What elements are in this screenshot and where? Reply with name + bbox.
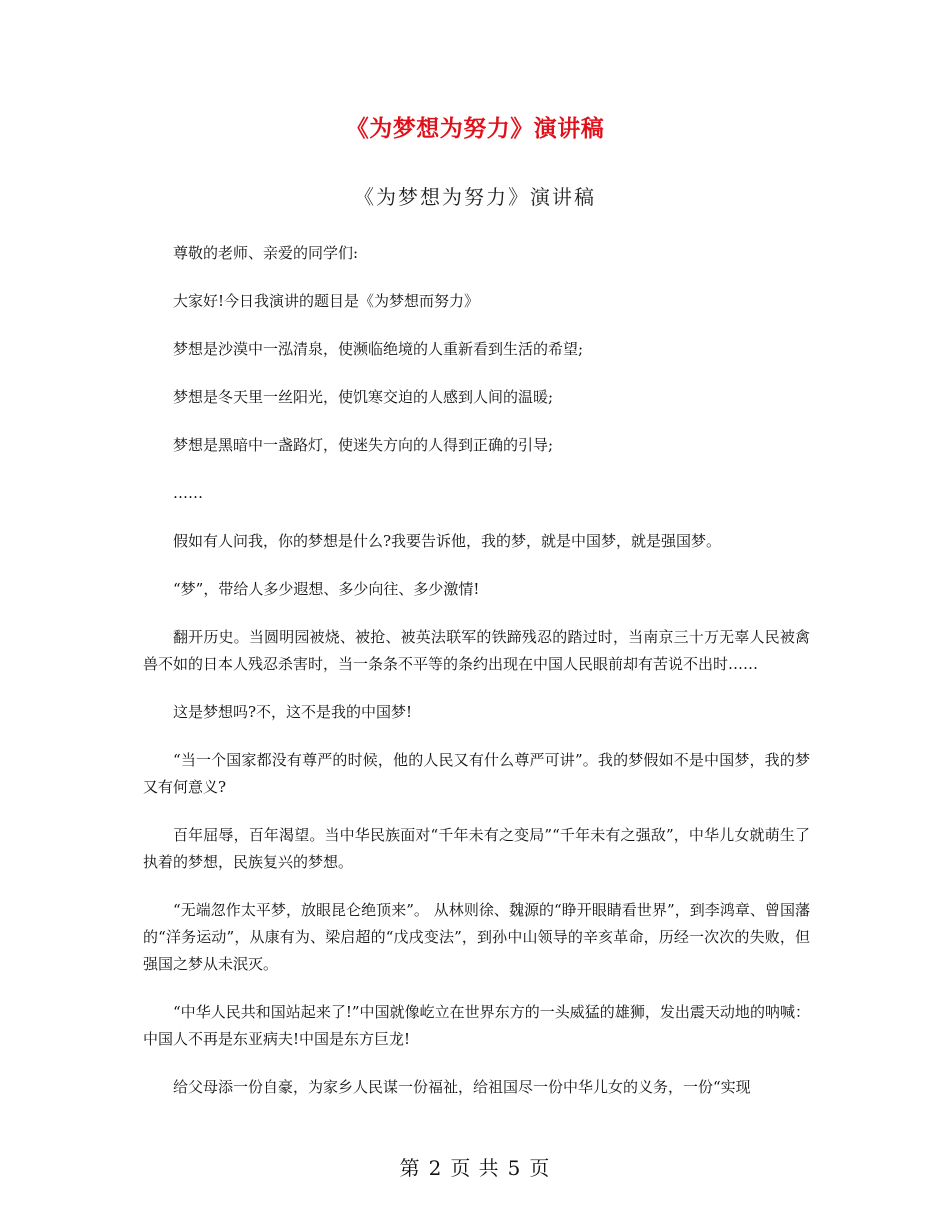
paragraph: 尊敬的老师、亲爱的同学们: — [173, 244, 359, 262]
paragraph: 大家好!今日我演讲的题目是《为梦想而努力》 — [173, 292, 480, 310]
paragraph: 假如有人问我，你的梦想是什么?我要告诉他，我的梦，就是中国梦，就是强国梦。 — [173, 532, 722, 550]
paragraph: 给父母添一份自豪，为家乡人民谋一份福祉，给祖国尽一份中华儿女的义务，一份“实现 — [173, 1078, 751, 1096]
paragraph: “无端忽作太平梦，放眼昆仑绝顶来”。 从林则徐、魏源的“睁开眼睛看世界”，到李鸿章、曾国藩的“洋务运动”，从康有为、梁启超的“戊戌变法”，到孙中山领导的辛亥革命，历经一次次的失败，但强国之梦从未泯灭。 — [143, 901, 810, 973]
paragraph: 梦想是冬天里一丝阳光，使饥寒交迫的人感到人间的温暖; — [173, 388, 554, 406]
footer-suffix: 页 — [529, 1156, 551, 1180]
paragraph: …… — [173, 484, 203, 502]
paragraph: 梦想是黑暗中一盏路灯，使迷失方向的人得到正确的引导; — [173, 436, 554, 454]
paragraph: “当一个国家都没有尊严的时候，他的人民又有什么尊严可讲”。我的梦假如不是中国梦，我的梦又有何意义? — [143, 751, 810, 796]
paragraph: “梦”，带给人多少遐想、多少向往、多少激情! — [173, 580, 480, 598]
paragraph: 梦想是沙漠中一泓清泉，使濒临绝境的人重新看到生活的希望; — [173, 340, 584, 358]
paragraph: “中华人民共和国站起来了!”中国就像屹立在世界东方的一头威猛的雄狮，发出震天动地的呐喊：中国人不再是东亚病夫!中国是东方巨龙! — [143, 1003, 810, 1048]
document-title: 《为梦想为努力》演讲稿 — [345, 116, 605, 142]
paragraph: 这是梦想吗?不，这不是我的中国梦! — [173, 703, 413, 721]
paragraph: 翻开历史。当圆明园被烧、被抢、被英法联军的铁蹄残忍的踏过时，当南京三十万无辜人民被禽兽不如的日本人残忍杀害时，当一条条不平等的条约出现在中国人民眼前却有苦说不出时…… — [143, 628, 810, 673]
footer-prefix: 第 — [399, 1156, 421, 1180]
paragraph: 百年屈辱，百年渴望。当中华民族面对“千年未有之变局”“千年未有之强敌”，中华儿女就萌生了执着的梦想，民族复兴的梦想。 — [143, 826, 810, 871]
document-body — [143, 240, 810, 1122]
footer-current-page: 2 — [428, 1156, 443, 1180]
footer-total-pages: 5 — [507, 1156, 522, 1180]
page-number-footer — [0, 1152, 950, 1181]
footer-middle: 页 共 — [450, 1156, 500, 1180]
document-subtitle: 《为梦想为努力》演讲稿 — [354, 185, 596, 209]
